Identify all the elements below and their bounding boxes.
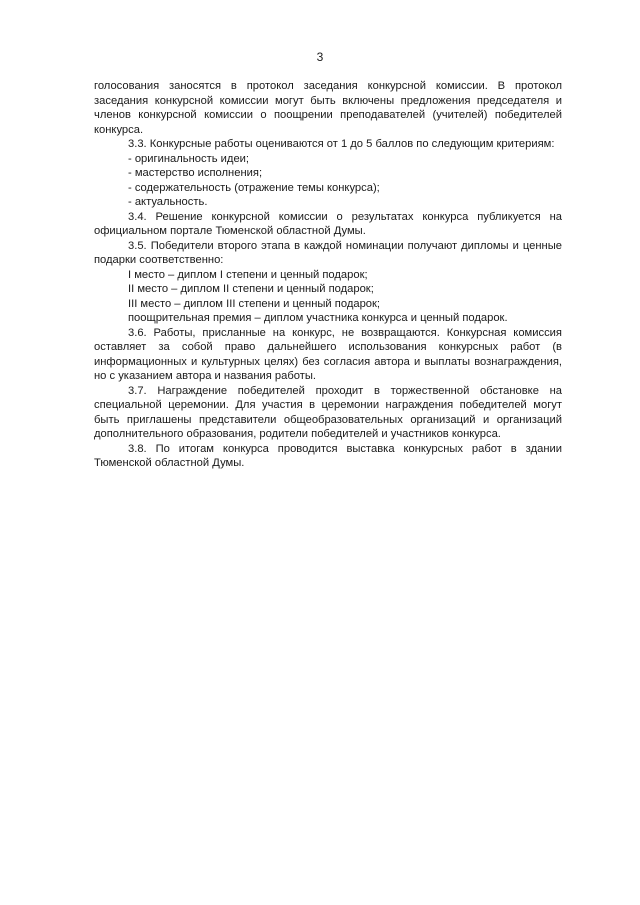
prizes-list — [94, 268, 562, 326]
list-item: - мастерство исполнения; — [128, 167, 263, 179]
list-item: - оригинальность идеи; — [128, 152, 250, 165]
document-body — [94, 79, 562, 471]
paragraph-3-7: 3.7. Награждение победителей проходит в торжественной обстановке на специальной церемонии. Для участия в церемонии награждения победителей могут быть приглашены представители общеобразовательных организаций и организаций дополнительного образования, родители победителей и участников конкурса. — [94, 384, 562, 440]
list-item: поощрительная премия – диплом участника конкурса и ценный подарок. — [128, 312, 508, 324]
page-number: 3 — [316, 50, 324, 64]
list-item: - актуальность. — [128, 196, 208, 208]
paragraph-3-5: 3.5. Победители второго этапа в каждой номинации получают дипломы и ценные подарки соответственно: — [94, 239, 562, 266]
paragraph-3-6: 3.6. Работы, присланные на конкурс, не возвращаются. Конкурсная комиссия оставляет за собой право дальнейшего использования конкурсных работ (в информационных и культурных целях) без согласия автора и выплаты вознаграждения, но с указанием автора и названия работы. — [94, 326, 562, 382]
paragraph-voting-protocol: голосования заносятся в протокол заседания конкурсной комиссии. В протокол заседания конкурсной комиссии могут быть включены предложения председателя и членов конкурсной комиссии о поощрении преподавателей (учителей) победителей конкурса. — [94, 80, 562, 136]
list-item: I место – диплом I степени и ценный подарок; — [128, 268, 368, 281]
list-item: - содержательность (отражение темы конкурса); — [128, 181, 380, 194]
criteria-list — [94, 152, 562, 210]
list-item: II место – диплом II степени и ценный подарок; — [128, 283, 374, 295]
list-item: III место – диплом III степени и ценный подарок; — [128, 297, 381, 310]
paragraph-3-8: 3.8. По итогам конкурса проводится выставка конкурсных работ в здании Тюменской областной Думы. — [94, 442, 562, 469]
paragraph-3-4: 3.4. Решение конкурсной комиссии о результатах конкурса публикуется на официальном портале Тюменской областной Думы. — [94, 210, 562, 237]
paragraph-3-3: 3.3. Конкурсные работы оцениваются от 1 до 5 баллов по следующим критериям: — [128, 138, 555, 150]
